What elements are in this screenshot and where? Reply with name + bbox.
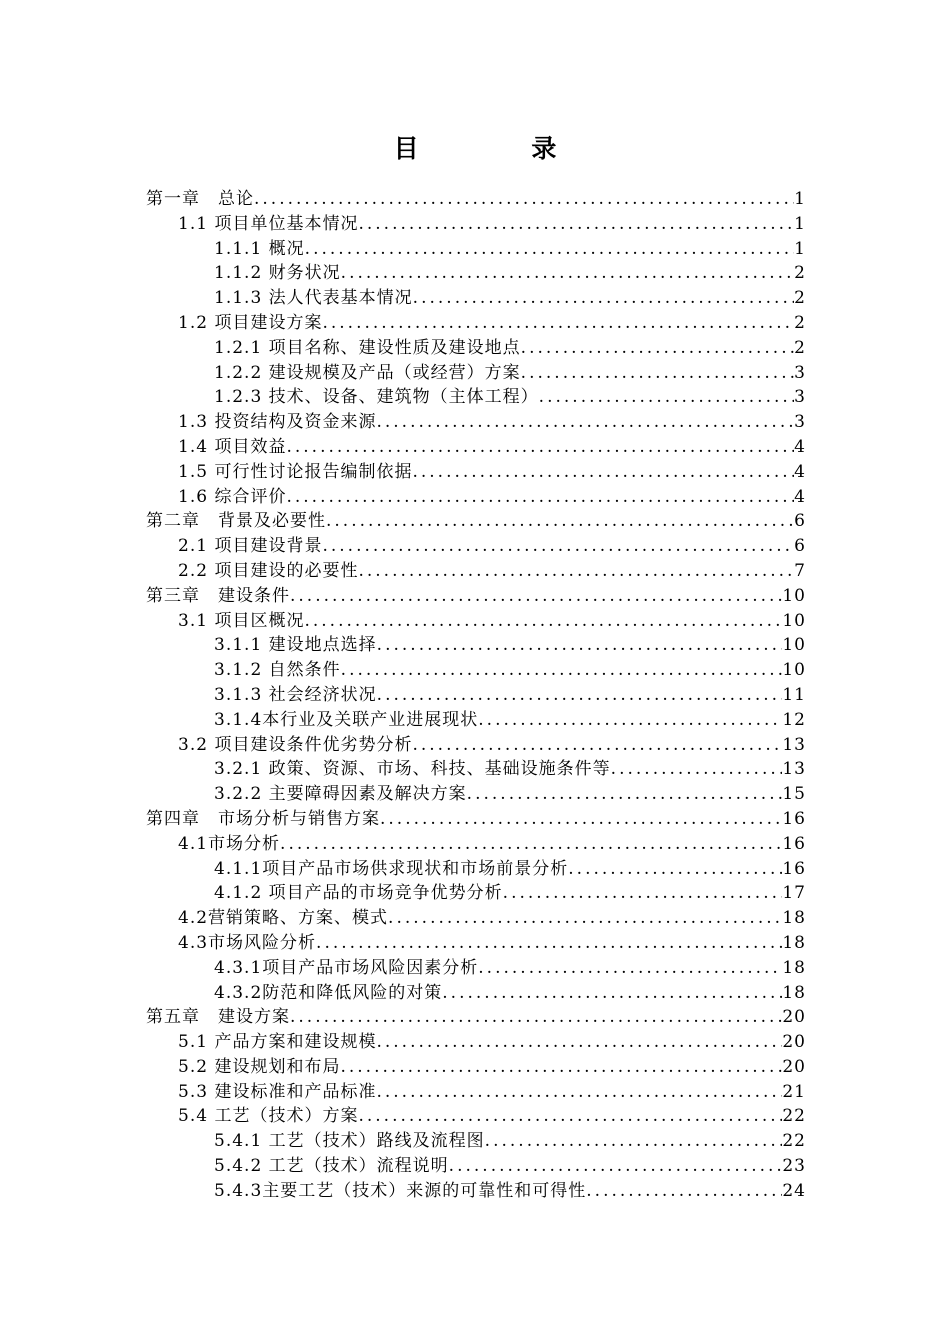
toc-entry-label: 4.3.1项目产品市场风险因素分析 bbox=[214, 957, 479, 978]
toc-entry-page-number: 2 bbox=[794, 263, 806, 284]
toc-dot-leader bbox=[478, 956, 782, 981]
toc-entry-page-number: 6 bbox=[794, 536, 806, 557]
toc-entry-page-number: 15 bbox=[782, 784, 806, 805]
toc-entry-label: 4.2营销策略、方案、模式 bbox=[178, 908, 389, 929]
toc-entry-label: 3.2.2 主要障碍因素及解决方案 bbox=[214, 784, 467, 805]
toc-entry[interactable] bbox=[146, 237, 806, 262]
toc-dot-leader bbox=[442, 981, 782, 1006]
toc-entry[interactable] bbox=[146, 311, 806, 336]
toc-entry[interactable] bbox=[146, 956, 806, 981]
toc-entry-page-number: 20 bbox=[782, 1056, 806, 1077]
toc-entry-page-number: 10 bbox=[782, 610, 806, 631]
toc-dot-leader bbox=[290, 584, 782, 609]
toc-entry-label: 2.1 项目建设背景 bbox=[178, 536, 323, 557]
toc-entry-label: 4.3.2防范和降低风险的对策 bbox=[214, 982, 443, 1003]
toc-entry-label: 4.1市场分析 bbox=[178, 833, 281, 854]
toc-dot-leader bbox=[340, 1055, 782, 1080]
toc-entry[interactable] bbox=[146, 931, 806, 956]
toc-dot-leader bbox=[478, 708, 782, 733]
toc-entry[interactable] bbox=[146, 683, 806, 708]
toc-entry[interactable] bbox=[146, 410, 806, 435]
toc-dot-leader bbox=[286, 435, 794, 460]
toc-entry-label: 5.3 建设标准和产品标准 bbox=[178, 1081, 377, 1102]
toc-entry-label: 3.1.3 社会经济状况 bbox=[214, 684, 377, 705]
toc-entry-page-number: 3 bbox=[794, 412, 806, 433]
toc-entry[interactable] bbox=[146, 857, 806, 882]
toc-dot-leader bbox=[568, 857, 782, 882]
toc-entry-page-number: 3 bbox=[794, 387, 806, 408]
toc-entry[interactable] bbox=[146, 782, 806, 807]
toc-entry-page-number: 16 bbox=[782, 858, 806, 879]
toc-dot-leader bbox=[316, 931, 782, 956]
toc-entry-page-number: 18 bbox=[782, 908, 806, 929]
toc-dot-leader bbox=[304, 609, 782, 634]
toc-dot-leader bbox=[358, 559, 794, 584]
toc-entry-label: 第四章 市场分析与销售方案 bbox=[146, 808, 380, 829]
toc-dot-leader bbox=[377, 633, 783, 658]
toc-dot-leader bbox=[380, 807, 782, 832]
toc-entry[interactable] bbox=[146, 435, 806, 460]
toc-dot-leader bbox=[254, 187, 794, 212]
toc-entry-page-number: 2 bbox=[794, 337, 806, 358]
toc-entry-page-number: 20 bbox=[782, 1032, 806, 1053]
toc-entry-label: 1.2.2 建设规模及产品（或经营）方案 bbox=[214, 362, 521, 383]
toc-entry[interactable] bbox=[146, 981, 806, 1006]
toc-entry-label: 1.1.2 财务状况 bbox=[214, 263, 341, 284]
toc-dot-leader bbox=[586, 1179, 782, 1204]
toc-entry-page-number: 24 bbox=[782, 1180, 806, 1201]
toc-entry[interactable] bbox=[146, 609, 806, 634]
toc-entry[interactable] bbox=[146, 708, 806, 733]
toc-entry-label: 1.1 项目单位基本情况 bbox=[178, 213, 359, 234]
toc-entry-label: 3.1 项目区概况 bbox=[178, 610, 305, 631]
toc-entry-page-number: 21 bbox=[782, 1081, 806, 1102]
toc-entry-page-number: 4 bbox=[794, 486, 806, 507]
toc-entry-label: 5.2 建设规划和布局 bbox=[178, 1056, 341, 1077]
toc-entry[interactable] bbox=[146, 286, 806, 311]
toc-entry-page-number: 18 bbox=[782, 957, 806, 978]
toc-entry-label: 1.1.1 概况 bbox=[214, 238, 305, 259]
toc-entry[interactable] bbox=[146, 1179, 806, 1204]
toc-entry[interactable] bbox=[146, 1154, 806, 1179]
toc-entry-page-number: 23 bbox=[782, 1156, 806, 1177]
toc-entry-page-number: 6 bbox=[794, 511, 806, 532]
toc-entry-page-number: 3 bbox=[794, 362, 806, 383]
toc-entry[interactable] bbox=[146, 832, 806, 857]
toc-entry-page-number: 10 bbox=[782, 635, 806, 656]
toc-entry-page-number: 13 bbox=[782, 734, 806, 755]
toc-entry[interactable] bbox=[146, 733, 806, 758]
toc-entry[interactable] bbox=[146, 633, 806, 658]
toc-entry-label: 1.2.1 项目名称、建设性质及建设地点 bbox=[214, 337, 521, 358]
toc-dot-leader bbox=[290, 1005, 782, 1030]
toc-entry[interactable] bbox=[146, 485, 806, 510]
toc-entry-label: 3.1.1 建设地点选择 bbox=[214, 635, 377, 656]
table-of-contents bbox=[146, 187, 806, 1204]
toc-dot-leader bbox=[305, 237, 795, 262]
toc-entry-page-number: 22 bbox=[782, 1131, 806, 1152]
toc-entry-page-number: 12 bbox=[782, 709, 806, 730]
toc-dot-leader bbox=[611, 757, 783, 782]
toc-entry-label: 1.6 综合评价 bbox=[178, 486, 287, 507]
toc-dot-leader bbox=[358, 1104, 782, 1129]
toc-entry[interactable] bbox=[146, 187, 806, 212]
toc-dot-leader bbox=[503, 881, 783, 906]
toc-entry[interactable] bbox=[146, 1129, 806, 1154]
toc-dot-leader bbox=[377, 683, 783, 708]
toc-entry-page-number: 11 bbox=[782, 684, 806, 705]
toc-entry-label: 1.5 可行性讨论报告编制依据 bbox=[178, 461, 413, 482]
toc-entry-page-number: 10 bbox=[782, 585, 806, 606]
toc-entry-label: 4.1.2 项目产品的市场竞争优势分析 bbox=[214, 883, 503, 904]
toc-dot-leader bbox=[539, 385, 795, 410]
toc-entry[interactable] bbox=[146, 881, 806, 906]
toc-dot-leader bbox=[413, 286, 795, 311]
toc-entry-label: 4.1.1项目产品市场供求现状和市场前景分析 bbox=[214, 858, 569, 879]
toc-entry-label: 5.4.3主要工艺（技术）来源的可靠性和可得性 bbox=[214, 1180, 587, 1201]
toc-dot-leader bbox=[341, 658, 783, 683]
toc-entry-label: 第二章 背景及必要性 bbox=[146, 511, 326, 532]
toc-dot-leader bbox=[521, 361, 795, 386]
toc-dot-leader bbox=[376, 1080, 782, 1105]
toc-entry[interactable] bbox=[146, 460, 806, 485]
toc-entry[interactable] bbox=[146, 807, 806, 832]
toc-entry[interactable] bbox=[146, 385, 806, 410]
toc-entry-label: 1.3 投资结构及资金来源 bbox=[178, 412, 377, 433]
toc-entry[interactable] bbox=[146, 906, 806, 931]
toc-entry[interactable] bbox=[146, 509, 806, 534]
toc-entry-label: 3.1.2 自然条件 bbox=[214, 660, 341, 681]
toc-entry-label: 5.4.1 工艺（技术）路线及流程图 bbox=[214, 1131, 485, 1152]
toc-dot-leader bbox=[322, 311, 794, 336]
toc-entry-label: 1.2.3 技术、设备、建筑物（主体工程） bbox=[214, 387, 539, 408]
toc-entry-label: 5.4 工艺（技术）方案 bbox=[178, 1106, 359, 1127]
toc-entry-label: 2.2 项目建设的必要性 bbox=[178, 560, 359, 581]
toc-entry-label: 5.4.2 工艺（技术）流程说明 bbox=[214, 1156, 449, 1177]
toc-entry-label: 3.2 项目建设条件优劣势分析 bbox=[178, 734, 413, 755]
toc-entry-page-number: 20 bbox=[782, 1007, 806, 1028]
toc-entry-page-number: 22 bbox=[782, 1106, 806, 1127]
toc-dot-leader bbox=[322, 534, 794, 559]
toc-dot-leader bbox=[449, 1154, 783, 1179]
toc-entry[interactable] bbox=[146, 658, 806, 683]
toc-entry-page-number: 16 bbox=[782, 808, 806, 829]
toc-title: 目 录 bbox=[393, 134, 609, 163]
toc-entry-label: 1.2 项目建设方案 bbox=[178, 312, 323, 333]
toc-dot-leader bbox=[376, 410, 794, 435]
toc-entry-label: 1.4 项目效益 bbox=[178, 436, 287, 457]
toc-dot-leader bbox=[412, 460, 794, 485]
toc-entry[interactable] bbox=[146, 212, 806, 237]
toc-entry-label: 5.1 产品方案和建设规模 bbox=[178, 1032, 377, 1053]
toc-dot-leader bbox=[326, 509, 794, 534]
toc-entry-page-number: 17 bbox=[782, 883, 806, 904]
toc-entry-page-number: 18 bbox=[782, 982, 806, 1003]
toc-entry[interactable] bbox=[146, 361, 806, 386]
toc-entry[interactable] bbox=[146, 261, 806, 286]
toc-entry-label: 3.2.1 政策、资源、市场、科技、基础设施条件等 bbox=[214, 759, 611, 780]
toc-entry-label: 1.1.3 法人代表基本情况 bbox=[214, 288, 413, 309]
toc-dot-leader bbox=[467, 782, 783, 807]
toc-entry-page-number: 4 bbox=[794, 461, 806, 482]
toc-entry-page-number: 7 bbox=[794, 560, 806, 581]
toc-entry-page-number: 4 bbox=[794, 436, 806, 457]
toc-dot-leader bbox=[412, 733, 782, 758]
toc-dot-leader bbox=[358, 212, 794, 237]
toc-entry[interactable] bbox=[146, 1030, 806, 1055]
toc-entry[interactable] bbox=[146, 559, 806, 584]
toc-entry-page-number: 16 bbox=[782, 833, 806, 854]
toc-dot-leader bbox=[521, 336, 795, 361]
toc-entry[interactable] bbox=[146, 1005, 806, 1030]
toc-entry-label: 3.1.4本行业及关联产业进展现状 bbox=[214, 709, 479, 730]
toc-dot-leader bbox=[485, 1129, 783, 1154]
toc-entry[interactable] bbox=[146, 584, 806, 609]
toc-dot-leader bbox=[280, 832, 782, 857]
toc-dot-leader bbox=[376, 1030, 782, 1055]
toc-entry[interactable] bbox=[146, 534, 806, 559]
toc-entry[interactable] bbox=[146, 757, 806, 782]
toc-entry-page-number: 2 bbox=[794, 288, 806, 309]
toc-entry[interactable] bbox=[146, 1104, 806, 1129]
toc-dot-leader bbox=[388, 906, 782, 931]
toc-dot-leader bbox=[286, 485, 794, 510]
toc-dot-leader bbox=[341, 261, 795, 286]
toc-entry-label: 第五章 建设方案 bbox=[146, 1007, 290, 1028]
toc-entry-page-number: 10 bbox=[782, 660, 806, 681]
toc-entry-page-number: 13 bbox=[782, 759, 806, 780]
toc-entry-label: 第一章 总论 bbox=[146, 189, 254, 209]
toc-entry-page-number: 1 bbox=[794, 213, 806, 234]
toc-entry-page-number: 1 bbox=[794, 189, 806, 209]
toc-entry-label: 第三章 建设条件 bbox=[146, 585, 290, 606]
toc-entry-page-number: 2 bbox=[794, 312, 806, 333]
toc-entry[interactable] bbox=[146, 1080, 806, 1105]
toc-entry-page-number: 1 bbox=[794, 238, 806, 259]
toc-entry-page-number: 18 bbox=[782, 932, 806, 953]
toc-entry[interactable] bbox=[146, 1055, 806, 1080]
toc-entry[interactable] bbox=[146, 336, 806, 361]
toc-entry-label: 4.3市场风险分析 bbox=[178, 932, 317, 953]
